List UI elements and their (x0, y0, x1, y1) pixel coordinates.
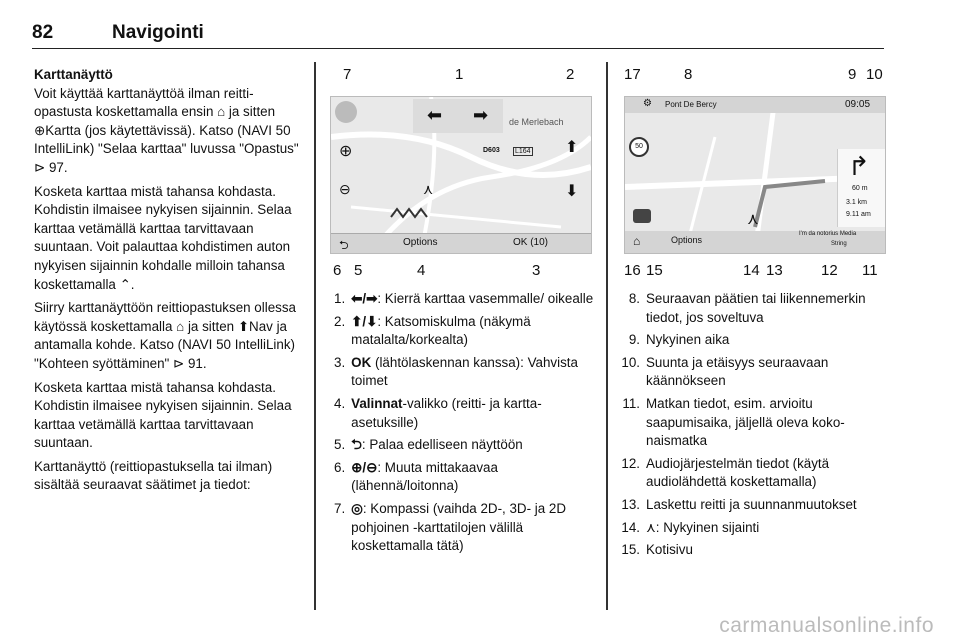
callout: 1 (455, 66, 464, 83)
callout: 12 (821, 262, 838, 279)
tilt-down-icon[interactable]: ⬇ (565, 183, 579, 200)
clock: 09:05 (845, 99, 871, 110)
remaining-distance: 3.1 km (846, 199, 868, 206)
info-bar (625, 97, 885, 113)
section-heading: Karttanäyttö (34, 67, 113, 82)
callout: 13 (766, 262, 783, 279)
list-item: 5. ⮌: Palaa edelliseen näyttöön (334, 437, 523, 453)
options-button[interactable]: Options (671, 235, 703, 245)
callout: 17 (624, 66, 641, 83)
paragraph: Kosketa karttaa mistä tahansa kohdasta. Kohdistin ilmaisee nykyisen sijainnin. Selaa karttaa vetämällä karttaa tarvittavaan suuntaan. (34, 379, 292, 451)
turn-distance: 60 m (852, 185, 868, 192)
watermark: carmanualsonline.info (719, 614, 934, 637)
page-number: 82 (32, 22, 54, 43)
column-divider (606, 62, 608, 610)
callout: 11 (862, 262, 878, 279)
callout: 5 (354, 262, 363, 279)
callout: 8 (684, 66, 693, 83)
turn-right-icon: ↱ (848, 151, 870, 181)
bottom-bar (625, 231, 885, 253)
callout: 7 (343, 66, 352, 83)
list-item: 8. Seuraavan päätien tai liikennemerkin tiedot, jos soveltuva (628, 291, 866, 325)
list-item: 15. Kotisivu (621, 542, 693, 558)
list-item: 13. Laskettu reitti ja suunnanmuutokset (621, 496, 857, 512)
info-list (614, 290, 886, 564)
paragraph: Voit käyttää karttanäyttöä ilman reittiopastusta koskettamalla ensin ⌂ ja sitten ⊕Kartta (jos käytettävissä). Katso (NAVI 50 IntelliLink) "Selaa karttaa" luvussa "Opastus" ⊳ 97. (34, 85, 299, 175)
list-item: 3. OK (lähtölaskennan kanssa): Vahvista toimet (334, 354, 578, 389)
callout: 4 (417, 262, 426, 279)
street-name: Pont De Bercy (665, 100, 717, 109)
list-item: 4. Valinnat-valikko (reitti- ja kartta- asetuksille) (334, 395, 542, 430)
ok-button[interactable]: OK (10) (513, 237, 549, 248)
page-header (32, 22, 884, 49)
callout: 14 (743, 262, 760, 279)
list-item: 7. ◎: Kompassi (vaihda 2D-, 3D- ja 2D pohjoinen -karttatilojen välillä koskettamalla tätä) (334, 500, 567, 554)
position-icon: ⋏ (747, 211, 759, 228)
arrival-time: 9.11 am (846, 211, 871, 218)
compass-icon[interactable] (335, 101, 357, 123)
list-item: 12. Audiojärjestelmän tiedot (käytä audiolähdettä koskettamalla) (621, 455, 830, 490)
page-title: Navigointi (112, 22, 204, 43)
road-label: L164 (515, 148, 531, 155)
guidance-map-view[interactable] (624, 96, 886, 254)
callout: 6 (333, 262, 342, 279)
rotate-right-icon[interactable]: ➡ (473, 105, 489, 125)
street-label: de Merlebach (509, 117, 564, 127)
back-icon[interactable]: ⮌ (339, 238, 349, 252)
list-item: 14. ⋏: Nykyinen sijainti (621, 519, 760, 535)
list-item: 1. ⬅/➡: Kierrä karttaa vasemmalle/ oikealle (334, 291, 594, 306)
column-divider (314, 62, 316, 610)
road-label: D603 (483, 147, 500, 154)
callout: 9 (848, 66, 857, 83)
home-icon[interactable]: ⌂ (633, 234, 641, 248)
list-item: 6. ⊕/⊖: Muuta mittakaavaa (lähennä/loitonna) (334, 459, 498, 494)
callout: 16 (624, 262, 641, 279)
tilt-up-icon[interactable]: ⬆ (565, 139, 579, 156)
turn-panel[interactable] (837, 149, 886, 227)
list-item: 10. Suunta ja etäisyys seuraavaan käännökseen (621, 354, 829, 389)
speed-limit-badge: 50 (629, 137, 649, 157)
list-item: 2. ⬆/⬇: Katsomiskulma (näkymä matalalta/korkealta) (334, 313, 531, 348)
rotate-left-icon[interactable]: ⬅ (427, 105, 443, 125)
list-item: 11. Matkan tiedot, esim. arvioitu saapumisaika, jäljellä oleva kokonaismatka (622, 395, 845, 449)
paragraph: Kosketa karttaa mistä tahansa kohdasta. Kohdistin ilmaisee nykyisen sijainnin. Selaa karttaa vetämällä karttaa tarvittavaan suuntaan. Voit palauttaa kohdistimen auton nykyisen sijainnin kohdalle milloin tahansa koskettamalla ⌃. (34, 183, 292, 292)
paragraph: Siirry karttanäyttöön reittiopastuksen ollessa käytössä koskettamalla ⌂ ja sitten ⬆Nav ja antamalla kohde. Katso (NAVI 50 IntelliLink) "Kohteen syöttäminen" ⊳ 91. (34, 300, 296, 371)
column-left (34, 66, 302, 500)
media-line[interactable]: I'm da notorius Media (799, 231, 857, 237)
callout: 3 (532, 262, 541, 279)
callout: 10 (866, 66, 883, 83)
controls-list (334, 290, 594, 560)
bottom-bar (331, 233, 591, 254)
zoom-in-icon[interactable]: ⊕ (339, 143, 353, 160)
paragraph: Karttanäyttö (reittiopastuksella tai ilman) sisältää seuraavat säätimet ja tiedot: (34, 458, 273, 493)
map-view[interactable] (330, 96, 592, 254)
media-line[interactable]: String (831, 241, 847, 247)
options-button[interactable]: Options (403, 237, 438, 248)
audio-icon[interactable] (633, 209, 651, 223)
zoom-out-icon[interactable]: ⊖ (339, 181, 351, 197)
callout: 15 (646, 262, 663, 279)
gear-icon[interactable]: ⚙ (643, 98, 652, 109)
callout: 2 (566, 66, 575, 83)
position-icon: ⋏ (423, 181, 434, 197)
list-item: 9. Nykyinen aika (628, 332, 730, 348)
